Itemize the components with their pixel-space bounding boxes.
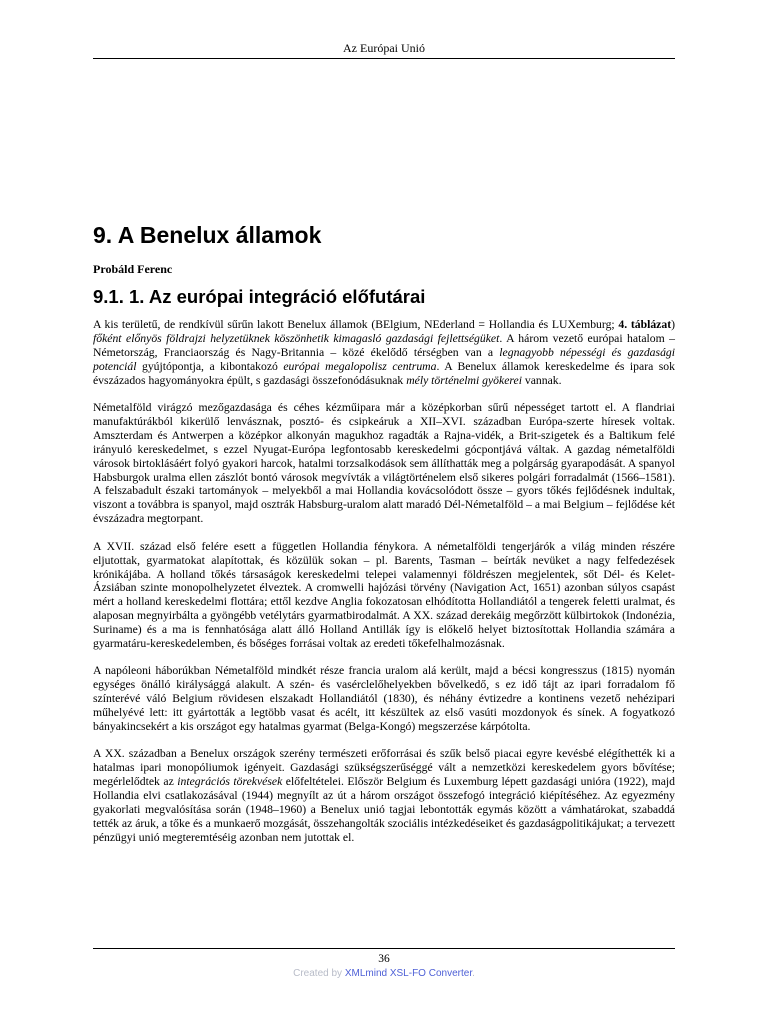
text-run: A XVII. század első felére esett a független Hollandia fénykora. A németalföldi tengerjárók a világ minden részére eljutottak, gyarmatokat alapítottak, és közülük sokan – pl. Barents, Tasman – beírták nevüket a nagy felfedezések krónikájába. A holland tőkés társaságok kereskedelmi telepei valamennyi földrészen megjelentek, sőt Dél- és Kelet-Ázsiában szinte monopolhelyzetet élveztek. A cromwelli hajózási törvény (Navigation Act, 1651) azonban súlyos csapást mért a holland kereskedelmi flottára; ettől kezdve Anglia fokozatosan elhódította Hollandiától a tengerek feletti uralmat, és alaposan megnyirbálta a gyöngébb vetélytárs gyarmatbirodalmát. A XX. század derekáig megőrzött külbirtokok (Indonézia, Suriname) és a ma is fennhatósága alatt álló Holland Antillák így is előkelő helyet biztosítottak Hollandia számára a gyarmatáru-kereskedelemben, és bőséges forrásai voltak az eredeti tőkefelhalmozásnak. [93, 539, 675, 651]
emphasis-run: mély történelmi gyökerei [406, 373, 522, 387]
text-run: vannak. [521, 373, 562, 387]
body-paragraph [93, 540, 675, 651]
body-paragraph [93, 664, 675, 734]
body-text [93, 318, 675, 858]
footer-divider [93, 948, 675, 949]
bold-run: 4. táblázat [618, 318, 672, 331]
generator-credit [93, 967, 675, 980]
text-run: gyújtópontja, a kibontakozó [136, 359, 284, 373]
text-run: Németalföld virágzó mezőgazdasága és céhes kézműipara már a középkorban sűrű népességet tartott el. A flandriai manufaktúrákból kikerülő lenvásznak, posztó- és csipkeáruk a XII–XVI. században Európa-szerte híresek voltak. Amszterdam és Antwerpen a középkor alkonyán magukhoz ragadták a Rajna-vidék, a Brit-szigetek és a Baltikum felé irányuló kereskedelmet, s ezzel Nyugat-Európa legfontosabb kereskedelmi gócpontjává váltak. A gazdag németalföldi városok birtoklásáért folyó gyakori harcok, hatalmi torzsalkodások sem állíthatták meg a polgárság gyarapodását. A spanyol Habsburgok uralma ellen zászlót bontó városok megvívták a világtörténelem első sikeres polgári forradalmát (1566–1581). A felszabadult északi tartományok – melyekből a mai Hollandia kovácsolódott össze – gyors tőkés fejlődésnek indultak, viszont a továbbra is spanyol, majd osztrák Habsburg-uralom alatt maradó Dél-Németalföld – a mai Belgium – fejlődése két évszázadra megtorpant. [93, 401, 675, 526]
author-name: Probáld Ferenc [93, 262, 173, 276]
emphasis-run: integrációs törekvések [177, 775, 283, 789]
text-run: . A három vezető európai hatalom – Németország, Franciaország és Nagy-Britannia – közé ékelődő térségben van a [93, 331, 675, 359]
emphasis-run: európai megalopolisz centruma [283, 359, 437, 373]
credit-prefix: Created by [293, 968, 345, 979]
body-paragraph [93, 401, 675, 526]
body-paragraph [93, 747, 675, 844]
text-run: . A Benelux államok kereskedelme és ipara sok évszázados hagyományokra épült, s gazdasági összefonódásuknak [93, 359, 675, 387]
running-header: Az Európai Unió [343, 41, 425, 55]
credit-link[interactable]: XMLmind XSL-FO Converter [344, 968, 473, 979]
credit-suffix: . [472, 968, 475, 979]
body-paragraph [93, 318, 675, 388]
text-run: A napóleoni háborúkban Németalföld mindkét része francia uralom alá került, majd a bécsi kongresszus (1815) nyomán egységes önálló királysággá alakult. A szén- és vasérclelőhelyekben bővelkedő, s ez idő tájt az ipari forradalom fő színterévé váló Belgium rövidesen elszakadt Hollandiától (1830), és néhány évtizedre a kontinens vezető nehézipari műhelyévé lett: itt gyártották a legtöbb vasat és acélt, itt készültek az első vasúti mozdonyok és sínek. A fogyatkozó bányakincsekért a kis országot egy hatalmas gyarmat (Belga-Kongó) megszerzése kárpótolta. [93, 664, 675, 734]
text-run: A XX. században a Benelux országok szerény természeti erőforrásai és szűk belső piacai egyre kevésbé elégíthették ki a hatalmas ipari monopóliumok igényeit. Gazdasági szükségszerűséggé vált a nemzetközi kereskedelem gyors bővítése; megérlelődtek az [93, 747, 675, 789]
header-divider [93, 58, 675, 59]
text-run: A kis területű, de rendkívül sűrűn lakott Benelux államok (BElgium, NEderland = Hollandia és LUXemburg; [93, 318, 619, 331]
emphasis-run: legnagyobb népességi és gazdasági potenciál [93, 345, 675, 373]
section-title: 9.1. 1. Az európai integráció előfutárai [93, 286, 426, 307]
chapter-title: 9. A Benelux államok [93, 222, 322, 248]
emphasis-run: főként előnyös földrajzi helyzetüknek köszönhetik kimagasló gazdasági fejlettségüket [93, 331, 500, 345]
text-run: ) [671, 318, 675, 331]
text-run: előfeltételei. Először Belgium és Luxemburg lépett gazdasági unióra (1922), majd Hollandia elvi csatlakozásával (1944) megnyílt az út a három országot összefogó integráció kiépítéséhez. Az egyezmény gyakorlati megvalósítása során (1948–1960) a Benelux unió tagjai lebontották egymás között a vámhatárokat, szabaddá tették az áruk, a tőke és a munkaerő mozgását, összehangolták szociális intézkedéseiket és gazdaságpolitikájukat; a tervezett pénzügyi unió megteremtéséig azonban nem jutottak el. [93, 775, 675, 844]
page-number: 36 [378, 953, 390, 965]
